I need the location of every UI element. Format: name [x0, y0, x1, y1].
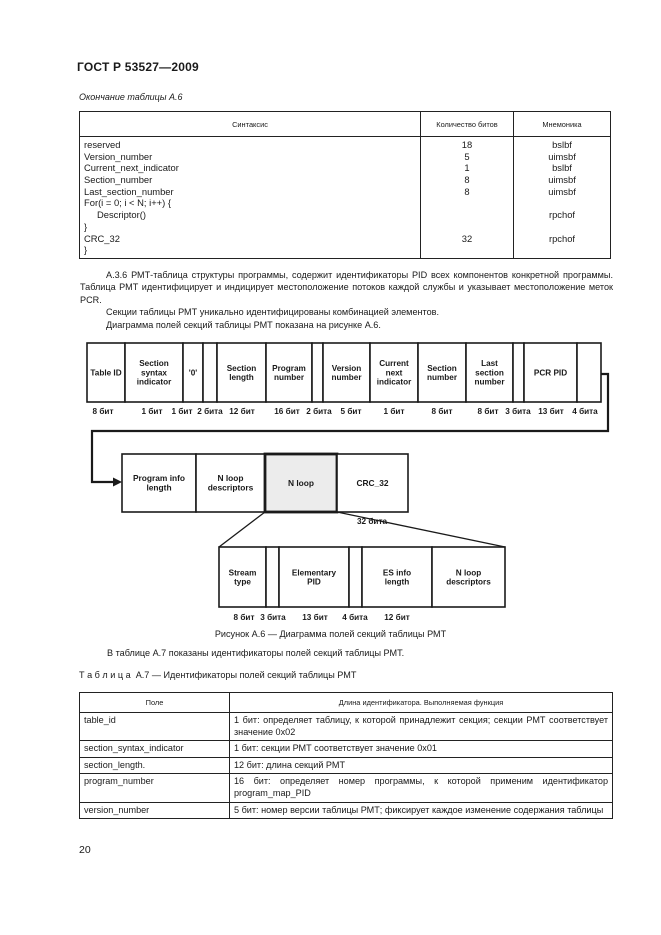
mnemonic-value: uimsbf [548, 174, 576, 186]
bit-width-label: 8 бит [431, 407, 453, 416]
field-box [577, 343, 601, 402]
table-a7-field: version_number [80, 802, 230, 819]
field-box-label: Stream [228, 568, 257, 578]
field-box-label: Program info [132, 473, 186, 484]
field-box-label: Section [427, 363, 457, 373]
bit-width-label: 32 бита [356, 517, 388, 526]
field-box-label: indicator [376, 377, 412, 387]
syntax-line: Section_number [84, 174, 153, 186]
field-box-label: CRC_32 [356, 477, 389, 488]
field-box-label: number [273, 372, 305, 382]
field-box-label: length [229, 372, 254, 382]
field-box-label: ES info [382, 568, 412, 578]
field-box-label: N loop [217, 473, 244, 484]
paragraph-a36: А.3.6 РМТ-таблица структуры программы, содержит идентификаторы PID всех компонентов конкретной программы. Таблица РМТ идентифицирует и индицирует местоположение потоков каждой службы и указывает местоположение меток PCR. [80, 270, 613, 305]
table-row [80, 713, 613, 741]
bits-value: 18 [461, 139, 473, 150]
syntax-line: Descriptor() [97, 209, 146, 221]
figure-row-pmt-header [87, 343, 601, 402]
bit-width-label: 12 бит [229, 407, 255, 416]
table-a7-desc: 16 бит: определяет номер программы, к которой применим идентификатор program_map_PID [230, 774, 613, 802]
field-box-label: descriptors [207, 482, 254, 493]
paragraph-diagram-ref: Диаграмма полей секций таблицы РМТ показана на рисунке А.6. [106, 320, 381, 330]
field-box-label: PCR PID [533, 368, 568, 378]
figure-a6-caption: Рисунок А.6 — Диаграмма полей секций таблицы РМТ [214, 629, 447, 639]
field-box [266, 547, 279, 607]
table-row [80, 741, 613, 758]
bit-width-label: 16 бит [274, 407, 300, 416]
field-box-label: syntax [141, 368, 167, 378]
bit-width-label: 13 бит [538, 407, 564, 416]
table-row [80, 757, 613, 774]
bit-width-label: 8 бит [233, 613, 255, 622]
field-box-label: length [146, 482, 172, 493]
paragraph-pmt-sections: Секции таблицы РМТ уникально идентифицированы комбинацией элементов. [106, 307, 439, 317]
bit-width-label: 8 бит [477, 407, 499, 416]
bit-width-label: 12 бит [384, 613, 410, 622]
bit-width-label: 4 бита [342, 613, 368, 622]
bit-width-label: 8 бит [92, 407, 114, 416]
field-box-label: Table ID [90, 368, 122, 378]
field-box-label: Version [331, 363, 362, 373]
field-box-label: PID [307, 577, 321, 587]
field-box-label: number [474, 377, 505, 387]
table-a6-caption: Окончание таблицы А.6 [79, 92, 183, 102]
bits-value: 1 [464, 162, 470, 174]
mnemonic-value: uimsbf [548, 185, 576, 197]
bits-value: 32 [461, 232, 473, 244]
field-box-label: descriptors [446, 577, 491, 587]
field-box-label: length [384, 577, 410, 587]
page-number: 20 [79, 844, 91, 856]
bit-width-label: 2 бита [197, 407, 223, 416]
table-a6-header-bits: Количество битов [421, 112, 514, 137]
bit-width-label: 3 бита [260, 613, 286, 622]
field-box-label: number [426, 372, 458, 382]
figure-row-section-body [122, 454, 408, 512]
bit-width-label: 13 бит [302, 613, 328, 622]
mnemonic-value: rpchof [548, 209, 576, 221]
table-a7-field: section_syntax_indicator [80, 741, 230, 758]
field-box-label: N loop [455, 568, 482, 578]
bits-value: 5 [464, 150, 470, 162]
field-box [349, 547, 362, 607]
field-box-label: section [475, 368, 504, 378]
mnemonic-value: uimsbf [548, 150, 576, 162]
table-a7-desc: 1 бит: секции РМТ соответствует значение 0x01 [230, 741, 613, 758]
table-a7-desc: 12 бит: длина секций РМТ [230, 757, 613, 774]
syntax-line: } [84, 244, 88, 256]
syntax-line: For(i = 0; i < N; i++) { [84, 197, 172, 209]
bits-value: 8 [464, 185, 470, 197]
syntax-line: CRC_32 [84, 232, 120, 244]
table-a7-field: table_id [80, 713, 230, 741]
field-box-label: Last [481, 359, 498, 369]
zoom-lines [219, 512, 505, 547]
table-a6-header-syntax: Синтаксис [80, 112, 421, 137]
bit-width-label: 4 бита [572, 407, 598, 416]
table-a7-header-field: Поле [80, 693, 230, 713]
syntax-line: Last_section_number [84, 185, 174, 197]
table-row [80, 802, 613, 819]
field-box [203, 343, 217, 402]
bits-value: 8 [464, 174, 470, 186]
mnemonic-value: bslbf [552, 139, 572, 150]
syntax-line: reserved [84, 139, 121, 150]
figure-row-pmt-header-bits [93, 406, 599, 416]
syntax-line: Version_number [84, 150, 153, 162]
bit-width-label: 1 бит [383, 407, 405, 416]
field-box [312, 343, 323, 402]
table-a6-header-mnemonic: Мнемоника [514, 112, 611, 137]
field-box-label: Current [379, 359, 409, 369]
table-a7-field: section_length. [80, 757, 230, 774]
table-row [80, 774, 613, 802]
field-box-label: N loop [287, 477, 315, 488]
field-box-label: indicator [136, 377, 172, 387]
figure-row-n-loop [219, 547, 505, 607]
table-a7-field: program_number [80, 774, 230, 802]
field-box-label: Section [139, 359, 169, 369]
table-a7-desc: 1 бит: определяет таблицу, к которой принадлежит секция; секции РМТ соответствует значение 0x02 [230, 713, 613, 741]
syntax-line: Current_next_indicator [84, 162, 179, 174]
bit-width-label: 2 бита [306, 407, 332, 416]
field-box-label: type [234, 577, 251, 587]
field-box [513, 343, 524, 402]
table-a7-header-row [80, 693, 613, 713]
mnemonic-value: bslbf [552, 162, 572, 174]
field-box-label: Program [272, 363, 306, 373]
bit-width-label: 1 бит [171, 407, 193, 416]
bit-width-label: 1 бит [141, 407, 163, 416]
field-box-label: next [385, 368, 403, 378]
field-box-label: Section [226, 363, 257, 373]
field-box-label: number [331, 372, 362, 382]
syntax-line: } [84, 220, 88, 232]
table-a7-header-desc: Длина идентификатора. Выполняемая функция [230, 693, 613, 713]
paragraph-table-a7-ref: В таблице А.7 показаны идентификаторы полей секций таблицы РМТ. [107, 648, 405, 658]
field-box-label: '0' [188, 368, 198, 378]
table-a7-caption-text: А.7 — Идентификаторы полей секций таблицы РМТ [135, 670, 357, 680]
table-a7-caption [79, 670, 356, 680]
mnemonic-value: rpchof [548, 232, 576, 244]
table-a7-caption-lead: Т а б л и ц а [79, 670, 131, 680]
bit-width-label: 5 бит [340, 407, 362, 416]
table-a7 [79, 692, 613, 819]
field-box-label: Elementary [291, 568, 337, 578]
document-header: ГОСТ Р 53527—2009 [77, 60, 199, 74]
bit-width-label: 3 бита [505, 407, 531, 416]
figure-row-n-loop-bits [234, 612, 410, 622]
table-a7-desc: 5 бит: номер версии таблицы РМТ; фиксирует каждое изменение содержания таблицы [230, 802, 613, 819]
